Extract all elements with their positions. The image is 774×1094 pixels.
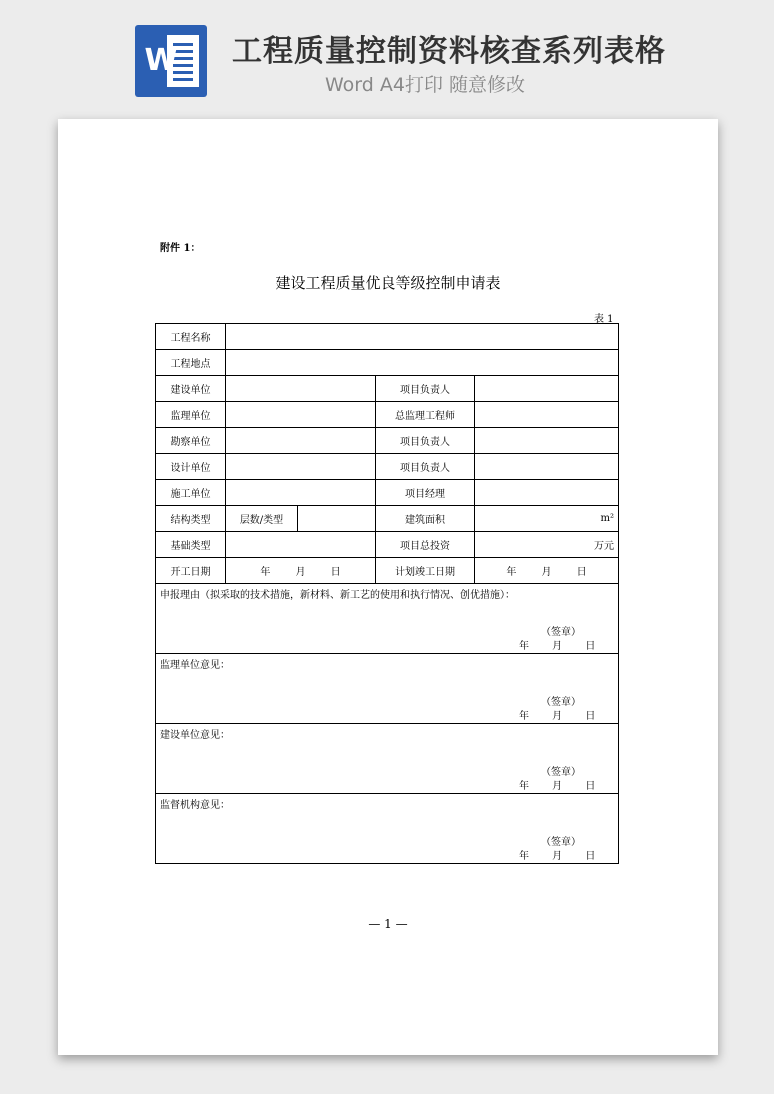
construction-unit-label: 建设单位 [156,376,226,402]
floors-type-label: 层数/类型 [226,506,298,532]
foundation-type-field[interactable] [226,532,376,558]
construction-unit-resp-field[interactable] [475,376,619,402]
supervision-opinion-label: 监理单位意见： [160,660,230,671]
structure-type-label: 结构类型 [156,506,226,532]
supervision-unit-label: 监理单位 [156,402,226,428]
table-row [156,402,619,428]
seal-label: （签章） [541,837,581,848]
design-unit-resp-field[interactable] [475,454,619,480]
seal-label: （签章） [541,767,581,778]
construction-opinion-label: 建设单位意见： [160,730,230,741]
project-location-field[interactable] [226,350,619,376]
document-title: 建设工程质量优良等级控制申请表 [275,274,501,292]
banner-title: 工程质量控制资料核查系列表格 [232,34,666,69]
table-row [156,454,619,480]
date-label: 年 月 日 [519,851,596,862]
table-row [156,480,619,506]
supervision-unit-field[interactable] [226,402,376,428]
table-row [156,324,619,350]
design-unit-label: 设计单位 [156,454,226,480]
oversight-opinion-label: 监督机构意见： [160,800,230,811]
planned-completion-field[interactable]: 年 月 日 [475,558,619,584]
project-location-label: 工程地点 [156,350,226,376]
date-label: 年 月 日 [519,711,596,722]
supervision-unit-resp-label: 总监理工程师 [376,402,475,428]
seal-label: （签章） [541,697,581,708]
design-unit-field[interactable] [226,454,376,480]
reason-field[interactable] [156,584,619,654]
oversight-opinion-field[interactable] [156,794,619,864]
watermark [90,470,111,491]
date-label: 年 月 日 [519,781,596,792]
table-number: 表 1 [594,314,614,325]
opinion-row-reason [156,584,619,654]
building-area-label: 建筑面积 [376,506,475,532]
supervision-opinion-field[interactable] [156,654,619,724]
project-name-label: 工程名称 [156,324,226,350]
floors-type-field[interactable] [298,506,376,532]
supervision-unit-resp-field[interactable] [475,402,619,428]
survey-unit-resp-field[interactable] [475,428,619,454]
contractor-unit-field[interactable] [226,480,376,506]
document-page [58,119,718,1055]
seal-label: （签章） [541,627,581,638]
page-number: — 1 — [368,917,408,931]
start-date-label: 开工日期 [156,558,226,584]
application-form-table [155,323,619,864]
total-investment-unit[interactable]: 万元 [475,532,619,558]
foundation-type-label: 基础类型 [156,532,226,558]
survey-unit-field[interactable] [226,428,376,454]
design-unit-resp-label: 项目负责人 [376,454,475,480]
contractor-unit-resp-field[interactable] [475,480,619,506]
survey-unit-label: 勘察单位 [156,428,226,454]
project-name-field[interactable] [226,324,619,350]
banner-subtitle: Word A4打印 随意修改 [325,74,526,96]
table-row [156,506,619,532]
word-icon [135,25,207,97]
construction-opinion-field[interactable] [156,724,619,794]
word-icon-letter: W [144,43,178,78]
construction-unit-field[interactable] [226,376,376,402]
building-area-unit[interactable]: m² [475,506,619,532]
banner-header [0,0,774,110]
contractor-unit-label: 施工单位 [156,480,226,506]
planned-completion-label: 计划竣工日期 [376,558,475,584]
survey-unit-resp-label: 项目负责人 [376,428,475,454]
table-row [156,532,619,558]
opinion-row-supervision [156,654,619,724]
date-label: 年 月 日 [519,641,596,652]
table-row [156,376,619,402]
opinion-row-construction [156,724,619,794]
reason-label: 申报理由（拟采取的技术措施，新材料、新工艺的使用和执行情况、创优措施）： [160,590,515,601]
table-row [156,558,619,584]
contractor-unit-resp-label: 项目经理 [376,480,475,506]
start-date-field[interactable]: 年 月 日 [226,558,376,584]
table-row [156,350,619,376]
table-row [156,428,619,454]
construction-unit-resp-label: 项目负责人 [376,376,475,402]
opinion-row-oversight [156,794,619,864]
total-investment-label: 项目总投资 [376,532,475,558]
attachment-label: 附件 1： [160,243,201,254]
